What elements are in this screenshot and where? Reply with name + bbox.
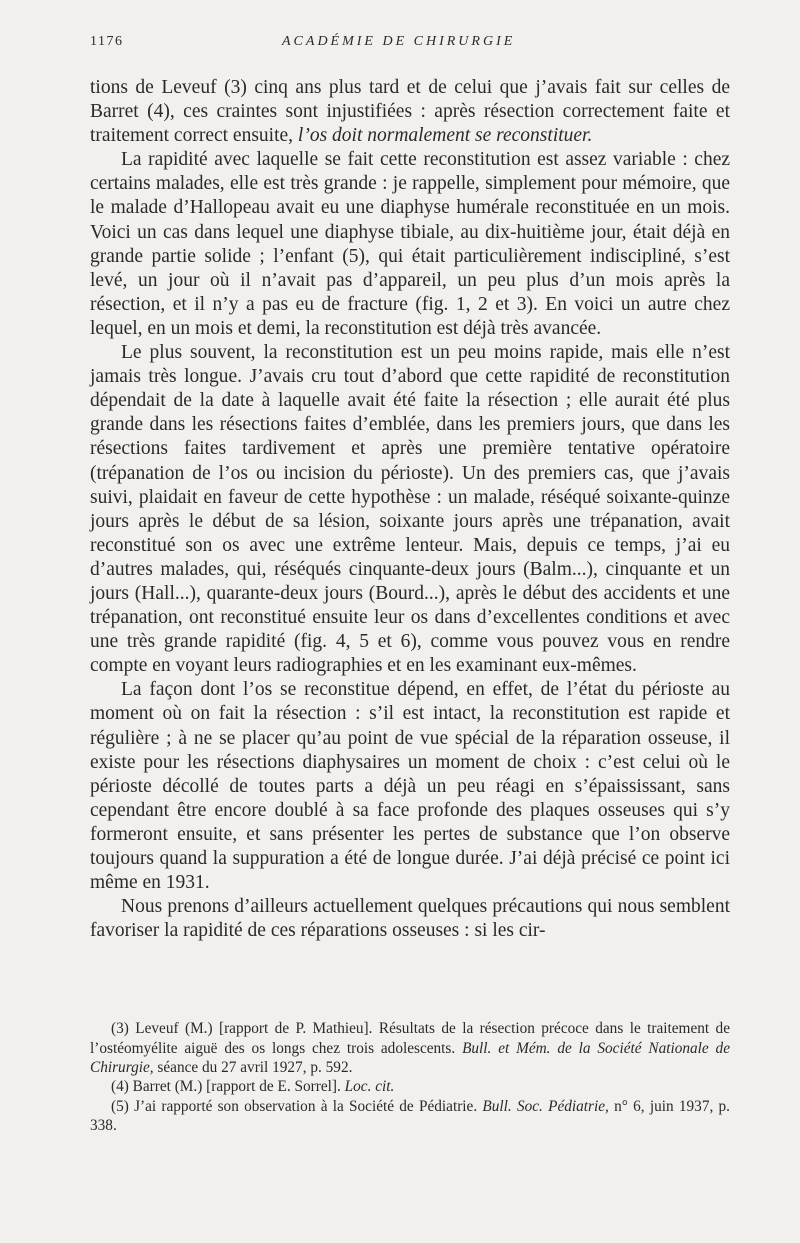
running-head: ACADÉMIE DE CHIRURGIE <box>282 34 516 49</box>
footnote: (3) Leveuf (M.) [rapport de P. Mathieu]. Résultats de la résection précoce dans le traitement de l’ostéomyélite aiguë des os longs chez trois adolescents. Bull. et Mém. de la Société Nationale de Chirurgie, séance du 27 avril 1927, p. 592. <box>90 1020 730 1076</box>
page-header <box>90 34 730 58</box>
footnotes <box>90 1019 730 1135</box>
page-number: 1176 <box>90 34 124 49</box>
footnote: (5) J’ai rapporté son observation à la Société de Pédiatrie. Bull. Soc. Pédiatrie, n° 6, juin 1937, p. 338. <box>90 1097 731 1134</box>
body-text <box>90 76 730 943</box>
paragraph: Le plus souvent, la reconstitution est un peu moins rapide, mais elle n’est jamais très longue. J’avais cru tout d’abord que cette rapidité de reconstitution dépendait de la date à laquelle avait été faite la résection ; elle aurait été plus grande dans les résections faites d’emblée, dans les premiers jours, que dans les résections faites tardivement et après une première tentative opératoire (trépanation de l’os ou incision du périoste). Un des premiers cas, que j’avais suivi, plaidait en faveur de cette hypothèse : un malade, réséqué soixante-quinze jours après le début de sa lésion, soixante jours après une trépanation, avait reconstitué son os avec une extrême lenteur. Mais, depuis ce temps, j’ai eu d’autres malades, qui, réséqués cinquante-deux jours (Balm...), cinquante et un jours (Hall...), quarante-deux jours (Bourd...), après le début des accidents et une trépanation, ont reconstitué ensuite leur os dans d’excellentes conditions et avec une très grande rapidité (fig. 4, 5 et 6), comme vous pouvez vous en rendre compte en voyant leurs radiographies et en les examinant eux-mêmes. <box>90 342 730 677</box>
emphasis-text: l’os doit normalement se reconstituer. <box>297 125 593 147</box>
paragraph: tions de Leveuf (3) cinq ans plus tard et de celui que j’avais fait sur celles de Barret (4), ces craintes sont injustifiées : après résection correctement faite et traitement correct ensuite, l’os doit normalement se reconstituer. <box>90 77 730 147</box>
paragraph: La rapidité avec laquelle se fait cette reconstitution est assez variable : chez certains malades, elle est très grande : je rappelle, simplement pour mémoire, que le malade d’Hallopeau avait eu une diaphyse humérale reconstituée en un mois. Voici un cas dans lequel une diaphyse tibiale, au dix-huitième jour, était déjà en grande partie solide ; l’enfant (5), qui était particulièrement indiscipliné, s’est levé, un jour où il n’avait pas d’appareil, un peu plus d’un mois après la résection, et il n’y a pas eu de fracture (fig. 1, 2 et 3). En voici un autre chez lequel, en un mois et demi, la reconstitution est déjà très avancée. <box>90 149 730 339</box>
footnote: (4) Barret (M.) [rapport de E. Sorrel]. Loc. cit. <box>111 1078 395 1096</box>
paragraph: Nous prenons d’ailleurs actuellement quelques précautions qui nous semblent favoriser la rapidité de ces réparations osseuses : si les cir- <box>90 896 730 942</box>
paragraph: La façon dont l’os se reconstitue dépend, en effet, de l’état du périoste au moment où on fait la résection : s’il est intact, la reconstitution est rapide et régulière ; à ne se placer qu’au point de vue spécial de la réparation osseuse, il existe pour les résections diaphysaires un moment de choix : c’est celui où le périoste décollé de toutes parts a déjà un peu réagi en s’épaississant, sans cependant être encore doublé à sa face profonde des plaques osseuses qui s’y formeront ensuite, et sans présenter les pertes de substance que l’on observe toujours quand la suppuration a été de longue durée. J’ai déjà précisé ce point ici même en 1931. <box>90 679 730 894</box>
page <box>90 34 730 1135</box>
